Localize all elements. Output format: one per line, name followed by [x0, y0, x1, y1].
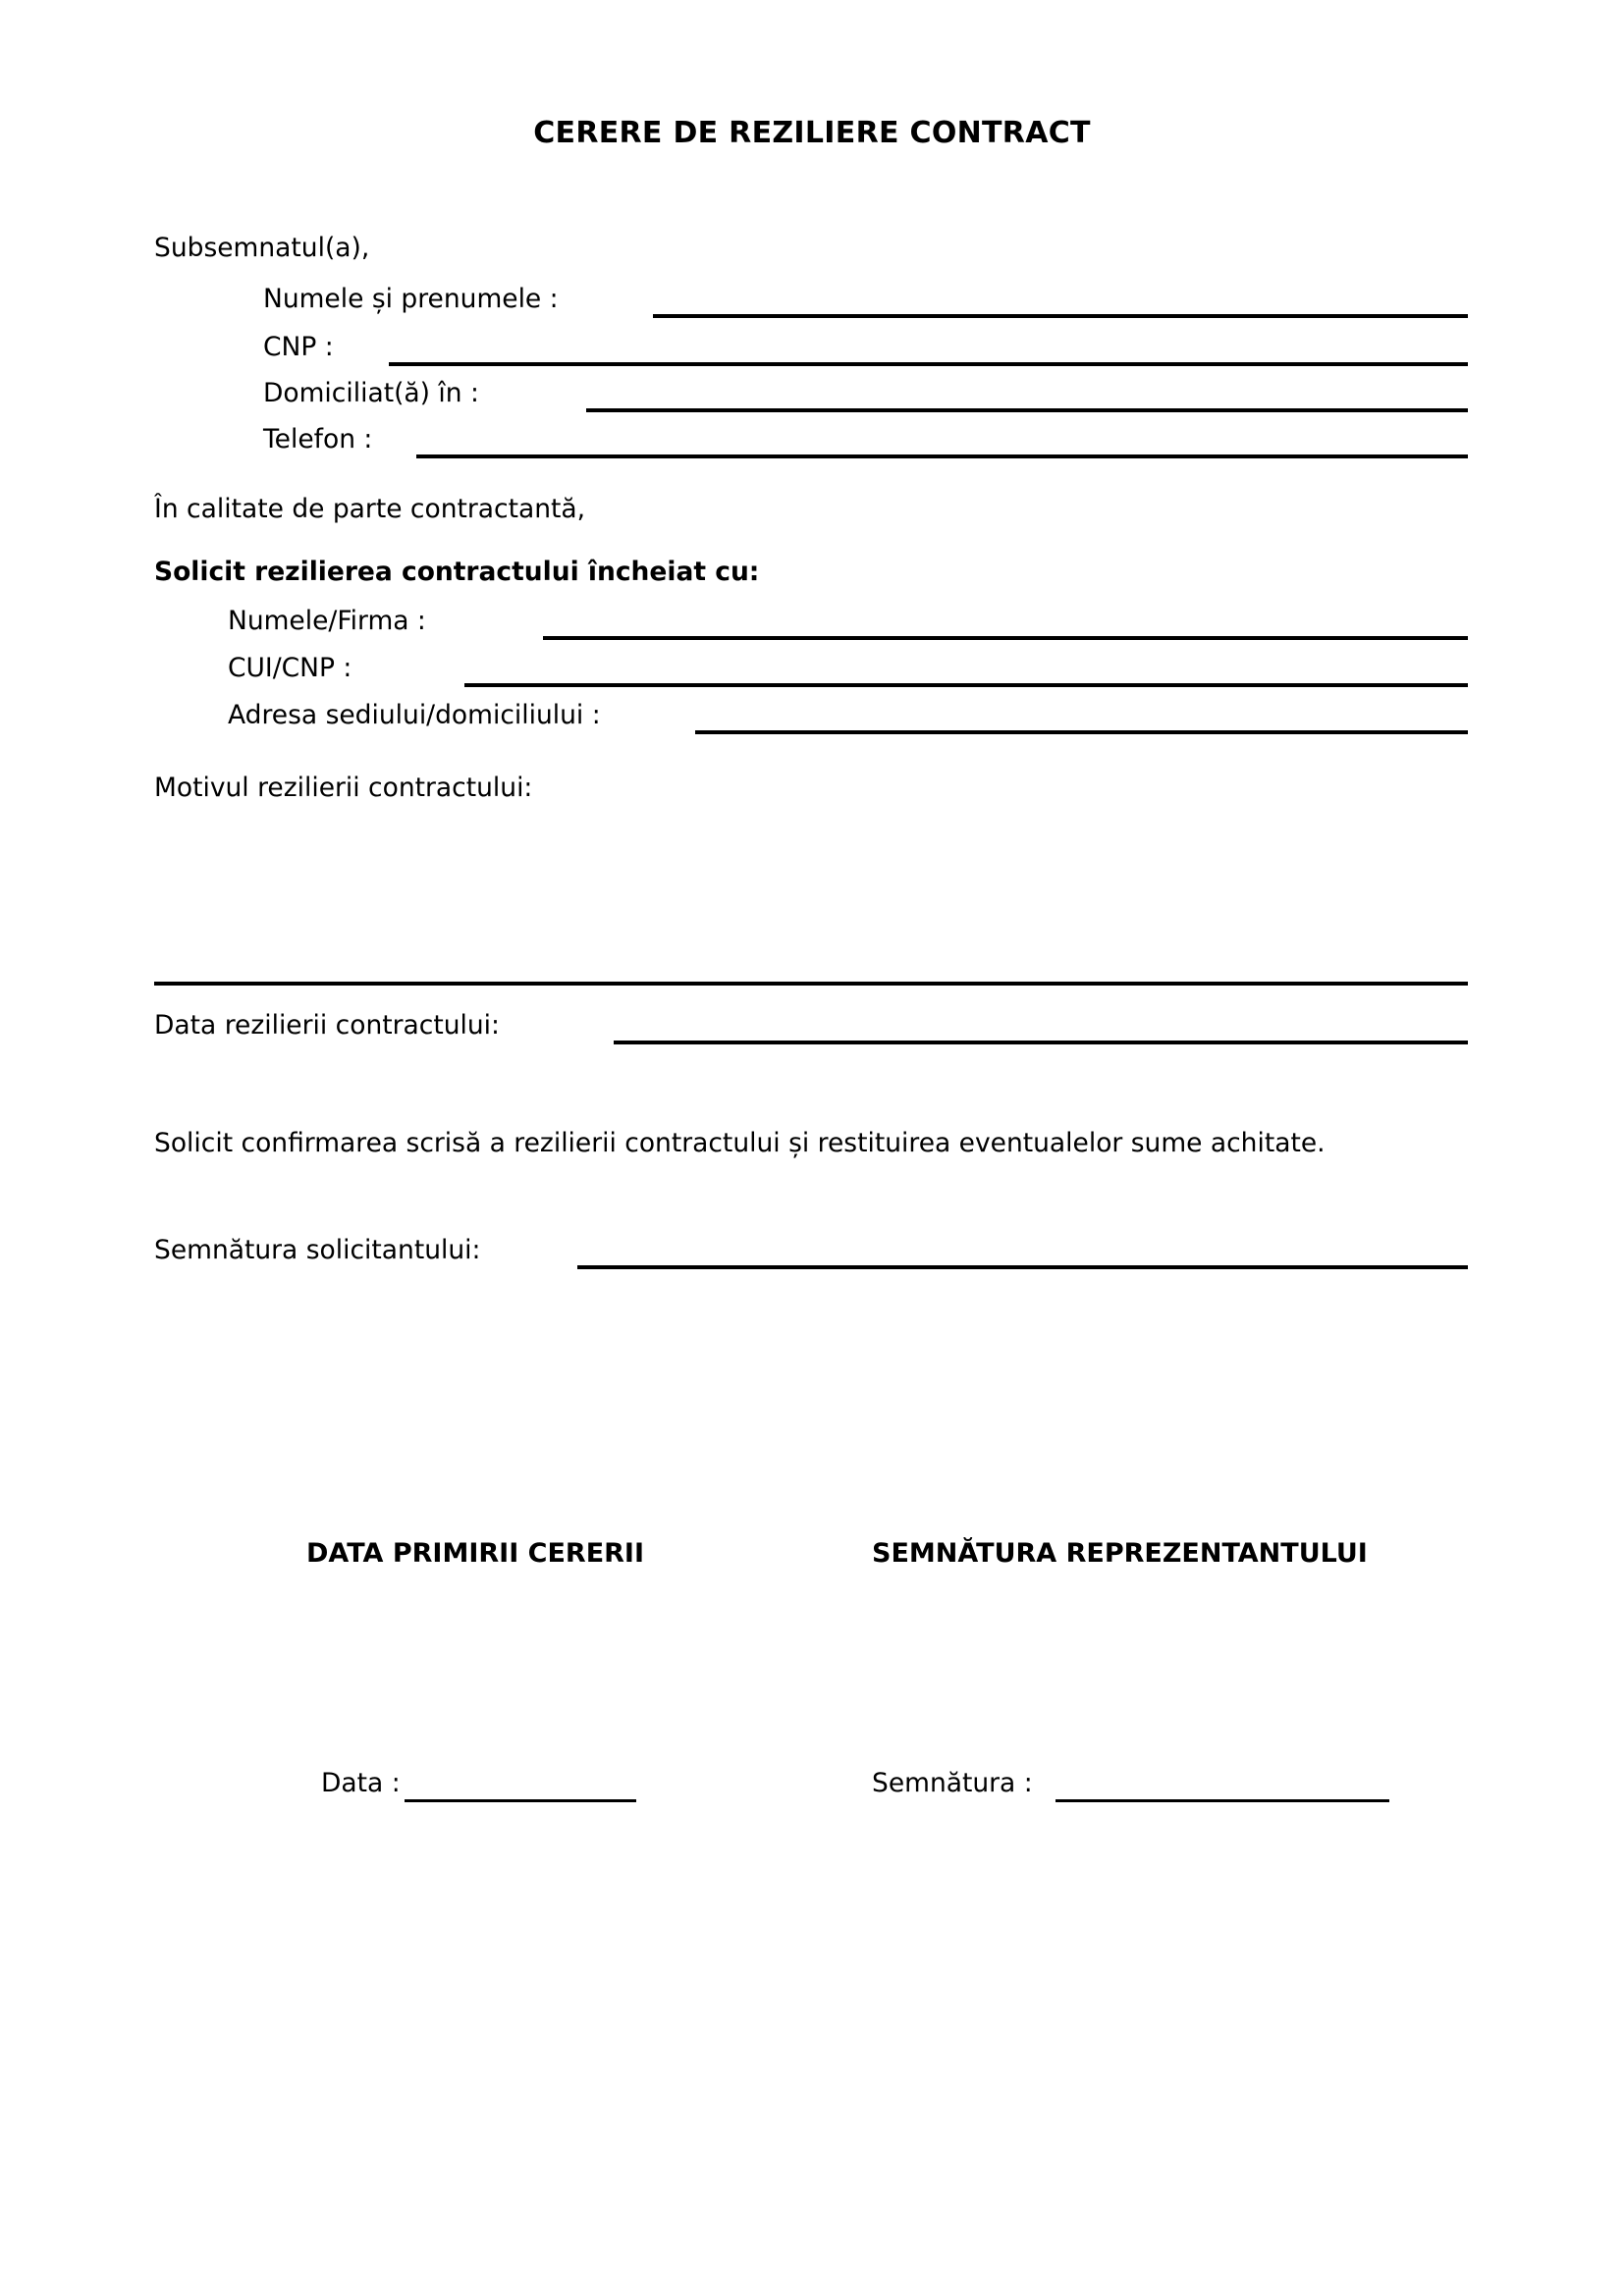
capacity-text: În calitate de parte contractantă, [154, 494, 586, 524]
request-heading: Solicit rezilierea contractului încheiat cu: [154, 557, 760, 587]
footer-rule-signature[interactable] [1056, 1799, 1389, 1802]
reason-label: Motivul rezilierii contractului: [154, 773, 533, 803]
field-label-company-name: Numele/Firma : [228, 606, 426, 636]
footer-label-signature: Semnătura : [872, 1768, 1033, 1798]
field-rule-full-name[interactable] [653, 314, 1468, 318]
applicant-signature-rule[interactable] [577, 1265, 1468, 1269]
confirmation-paragraph: Solicit confirmarea scrisă a rezilierii contractului și restituirea eventualelor sume achitate. [154, 1128, 1326, 1158]
field-rule-cui-cnp[interactable] [464, 683, 1468, 687]
field-label-cnp: CNP : [263, 332, 334, 362]
footer-rule-date[interactable] [405, 1799, 636, 1802]
footer-label-date: Data : [321, 1768, 401, 1798]
field-label-address: Domiciliat(ă) în : [263, 378, 479, 408]
footer-heading-date-received: DATA PRIMIRII CERERII [306, 1538, 645, 1569]
field-rule-company-name[interactable] [543, 636, 1468, 640]
page-title: CERERE DE REZILIERE CONTRACT [533, 116, 1091, 150]
termination-date-label: Data rezilierii contractului: [154, 1010, 500, 1041]
footer-heading-representative-signature: SEMNĂTURA REPREZENTANTULUI [872, 1538, 1368, 1569]
field-rule-company-address[interactable] [695, 730, 1468, 734]
termination-date-rule[interactable] [614, 1041, 1468, 1044]
field-rule-address[interactable] [586, 408, 1468, 412]
field-rule-cnp[interactable] [389, 362, 1468, 366]
field-label-cui-cnp: CUI/CNP : [228, 653, 352, 683]
field-label-phone: Telefon : [263, 424, 373, 454]
reason-rule[interactable] [154, 982, 1468, 986]
applicant-signature-label: Semnătura solicitantului: [154, 1235, 481, 1265]
field-label-company-address: Adresa sediului/domiciliului : [228, 700, 601, 730]
intro-text: Subsemnatul(a), [154, 233, 370, 263]
field-rule-phone[interactable] [416, 454, 1468, 458]
field-label-full-name: Numele și prenumele : [263, 284, 559, 314]
